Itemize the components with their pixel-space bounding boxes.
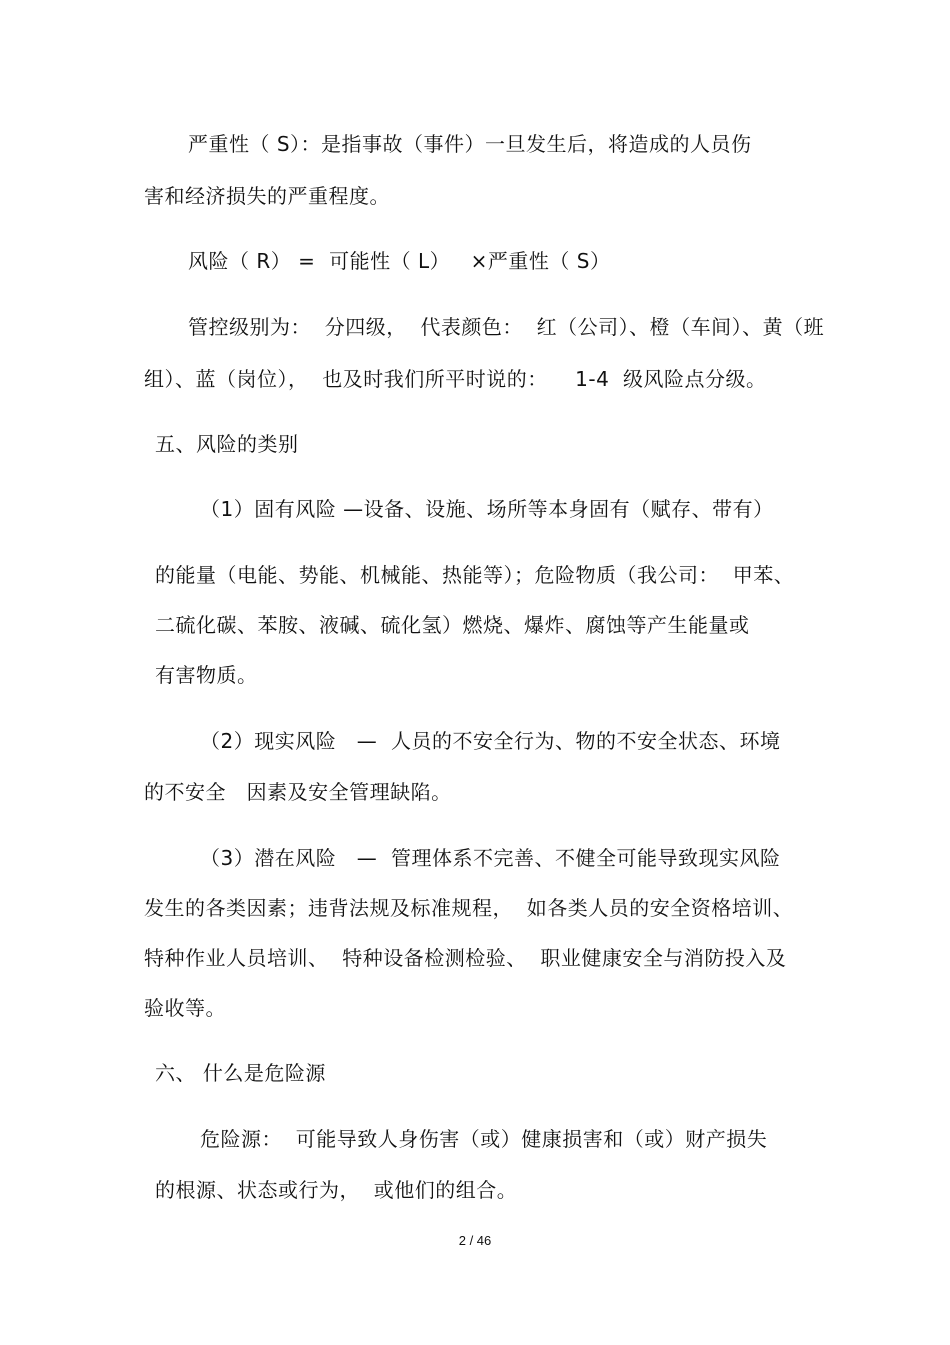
section-heading: 六、 什么是危险源: [155, 1061, 326, 1085]
text-line: （2）现实风险 — 人员的不安全行为、物的不安全状态、环境: [200, 729, 781, 753]
text-line: 组）、蓝（岗位）， 也及时我们所平时说的： 1-4 级风险点分级。: [144, 367, 767, 391]
text-line: 的能量（电能、势能、机械能、热能等）；危险物质（我公司： 甲苯、: [155, 563, 795, 587]
section-heading: 五、风险的类别: [155, 432, 299, 456]
text-line: 二硫化碳、苯胺、液碱、硫化氢）燃烧、爆炸、腐蚀等产生能量或: [155, 613, 750, 637]
text-line: 管控级别为： 分四级， 代表颜色： 红（公司）、橙（车间）、黄（班: [188, 315, 825, 339]
text-line: 风险（ R） = 可能性（ L） ×严重性（ S）: [188, 249, 611, 273]
text-line: 危险源： 可能导致人身伤害（或）健康损害和（或）财产损失: [200, 1127, 768, 1151]
text-line: 有害物质。: [155, 663, 258, 687]
page-number: 2 / 46: [458, 1233, 492, 1248]
text-line: （1）固有风险 —设备、设施、场所等本身固有（赋存、带有）: [200, 497, 774, 521]
text-line: 的不安全 因素及安全管理缺陷。: [144, 780, 452, 804]
text-line: 严重性（ S）：是指事故（事件）一旦发生后，将造成的人员伤: [188, 132, 752, 156]
text-line: 发生的各类因素；违背法规及标准规程， 如各类人员的安全资格培训、: [144, 896, 794, 920]
text-line: （3）潜在风险 — 管理体系不完善、不健全可能导致现实风险: [200, 846, 781, 870]
text-line: 的根源、状态或行为， 或他们的组合。: [155, 1178, 518, 1202]
text-line: 验收等。: [144, 996, 226, 1020]
text-line: 特种作业人员培训、 特种设备检测检验、 职业健康安全与消防投入及: [144, 946, 787, 970]
text-line: 害和经济损失的严重程度。: [144, 184, 390, 208]
